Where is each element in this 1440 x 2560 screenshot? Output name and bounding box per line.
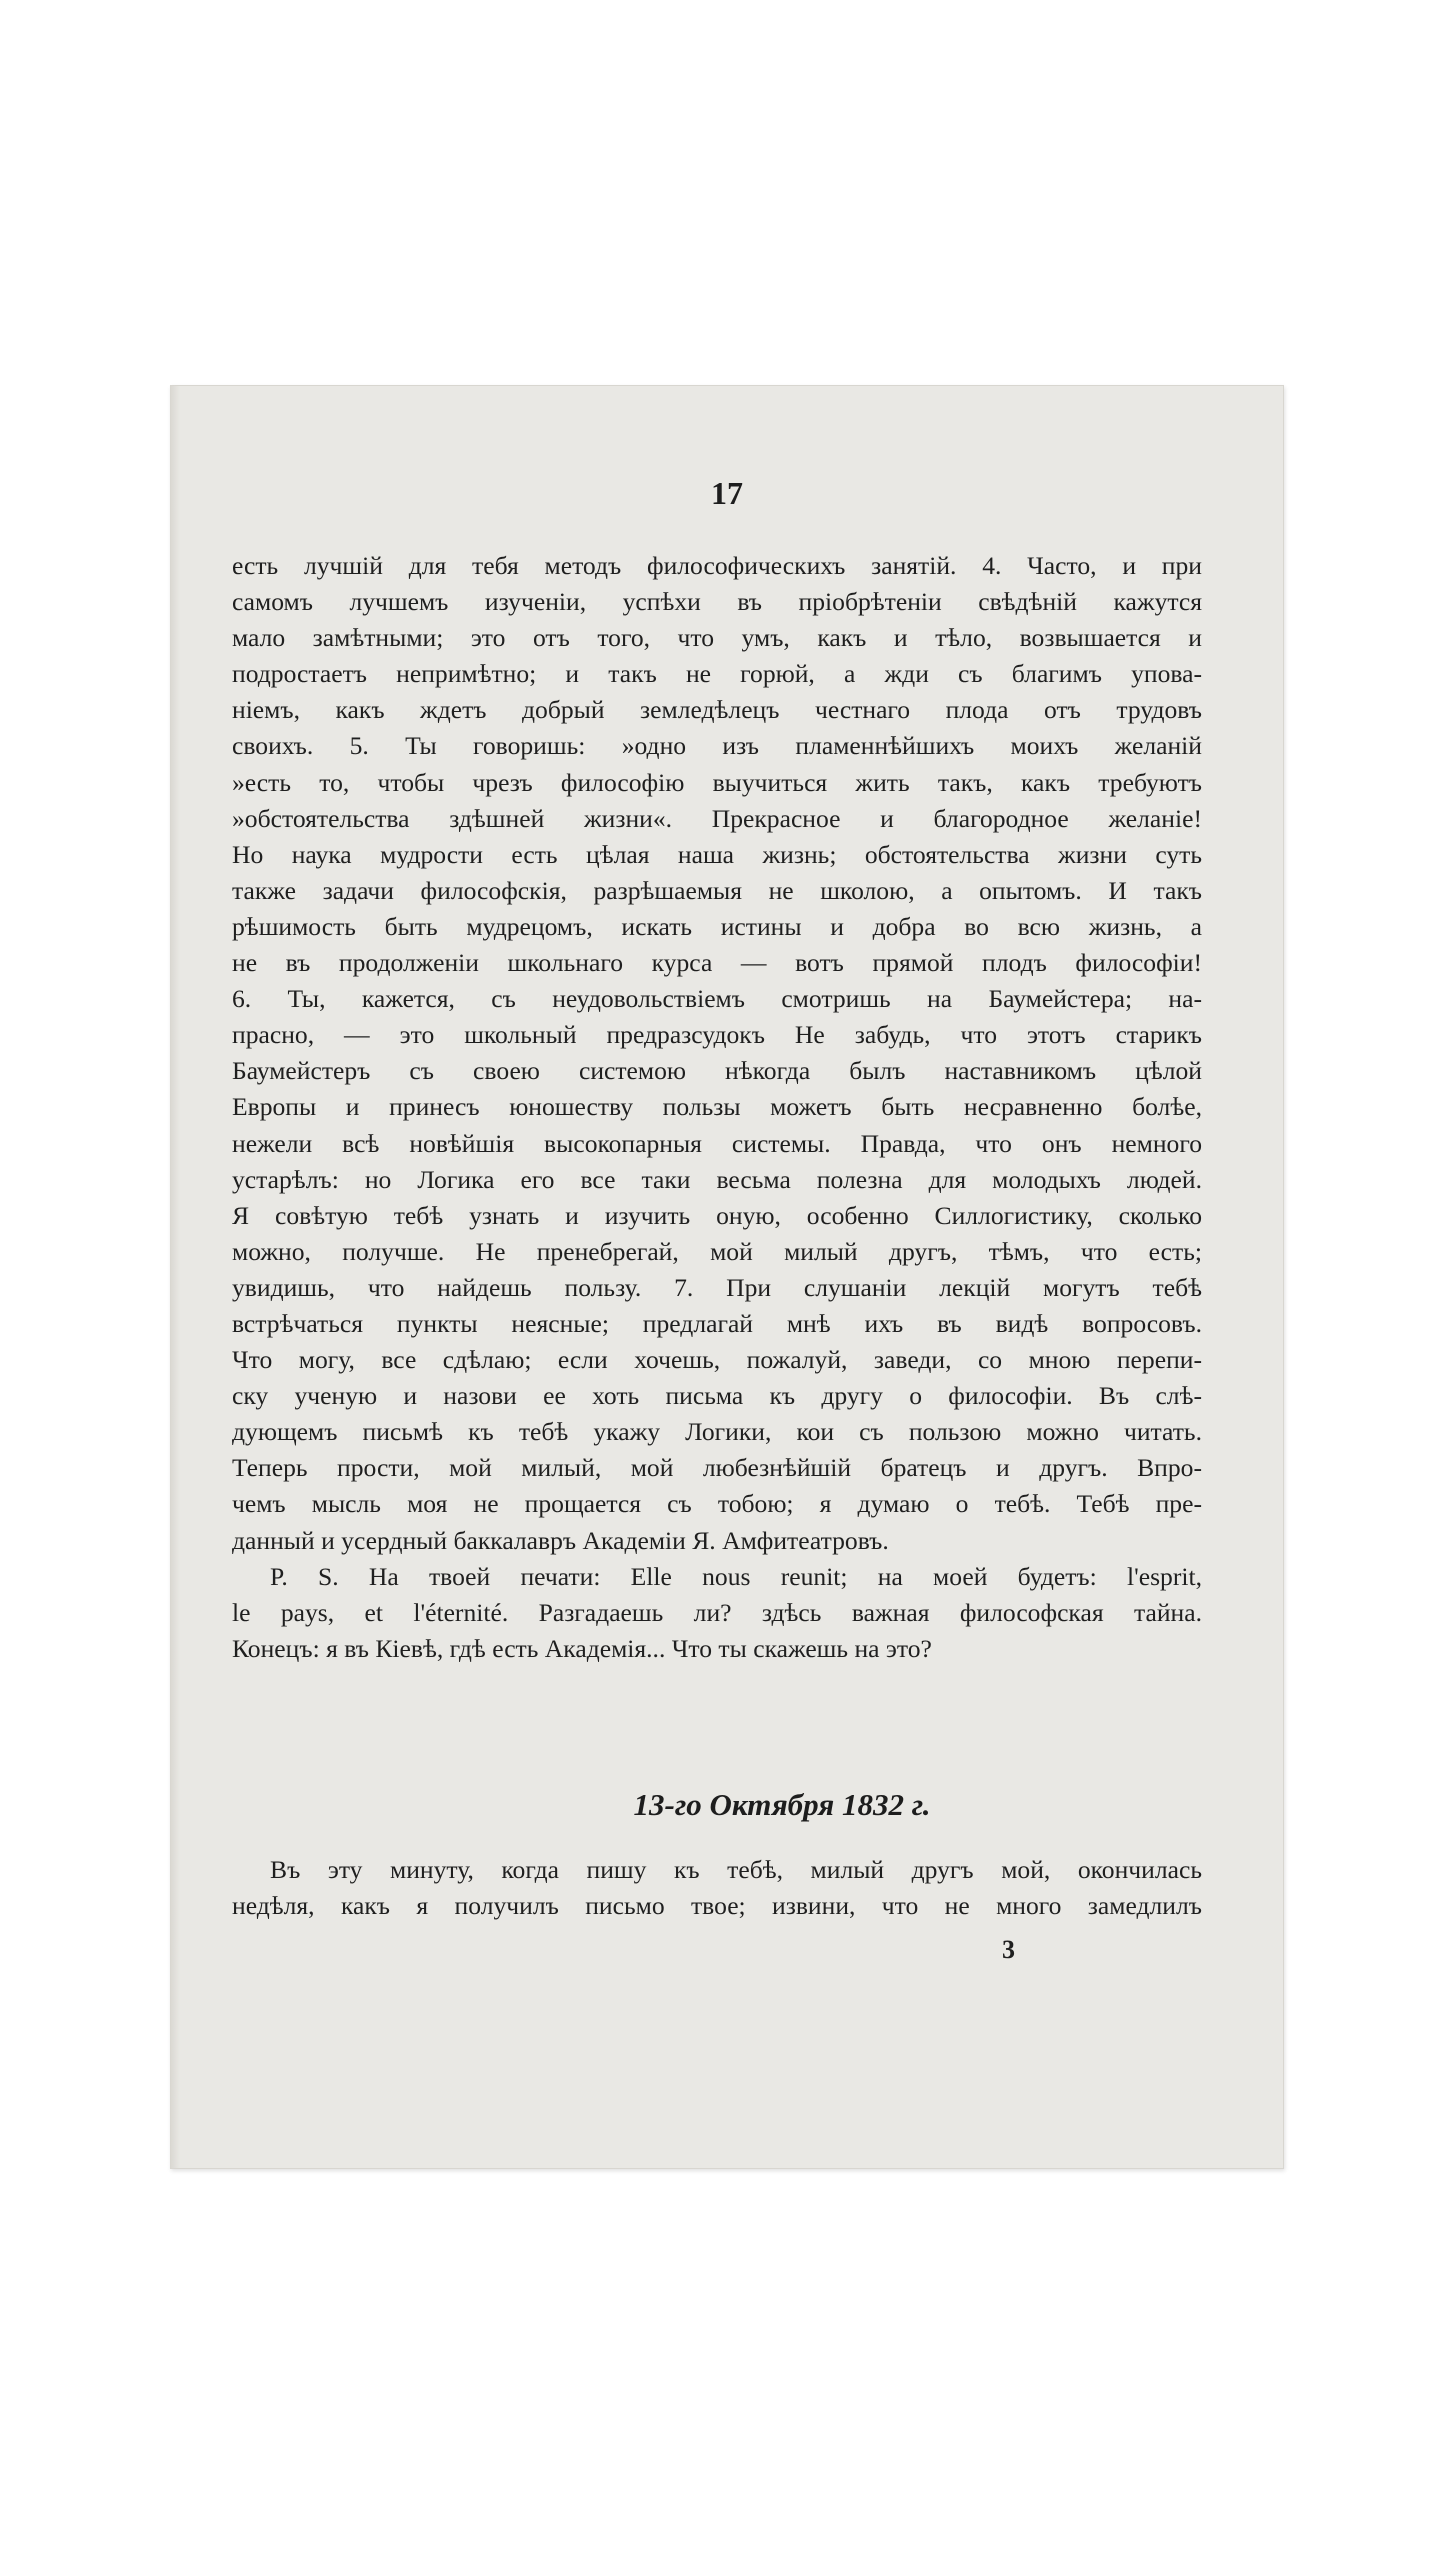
text-line: рѣшимость быть мудрецомъ, искать истины и добра во всю жизнь, а — [232, 911, 1202, 941]
text-line: нежели всѣ новѣйшія высокопарныя системы. Правда, что онъ немного — [232, 1128, 1202, 1158]
text-line: Въ эту минуту, когда пишу къ тебѣ, милый другъ мой, окончилась — [270, 1855, 1202, 1884]
text-line: встрѣчаться пункты неясные; предлагай мнѣ ихъ въ видѣ вопросовъ. — [232, 1308, 1202, 1338]
text-line: ску ученую и назови ее хоть письма къ другу о философіи. Въ слѣ- — [232, 1381, 1202, 1411]
text-line: Европы и принесъ юношеству пользы можетъ быть несравненно болѣе, — [232, 1092, 1202, 1122]
signature-mark: 3 — [1002, 1935, 1015, 1964]
text-line: Но наука мудрости есть цѣлая наша жизнь; обстоятельства жизни суть — [232, 839, 1202, 869]
text-line: подростаетъ непримѣтно; и такъ не горюй, а жди съ благимъ упова- — [232, 659, 1202, 689]
text-line: ніемъ, какъ ждетъ добрый земледѣлецъ честнаго плода отъ трудовъ — [232, 695, 1202, 725]
text-line: не въ продолженіи школьнаго курса — вотъ прямой плодъ философіи! — [232, 948, 1202, 978]
text-line: чемъ мысль моя не прощается съ тобою; я думаю о тебѣ. Тебѣ пре- — [232, 1489, 1202, 1519]
text-line: мало замѣтными; это отъ того, что умъ, какъ и тѣло, возвышается и — [232, 623, 1202, 653]
date-heading: 13-го Октября 1832 г. — [633, 1787, 931, 1822]
next-letter-body — [232, 1852, 1202, 1924]
text-line: »обстоятельства здѣшней жизни«. Прекрасное и благородное желаніе! — [232, 803, 1202, 833]
text-line: недѣля, какъ я получилъ письмо твое; извини, что не много замедлилъ — [232, 1891, 1202, 1921]
text-line: 6. Ты, кажется, съ неудовольствіемъ смотришь на Баумейстера; на- — [232, 984, 1202, 1014]
text-line: есть лучшій для тебя методъ философическихъ занятій. 4. Часто, и при — [232, 551, 1202, 580]
postscript-line: le pays, et l'éternité. Разгадаешь ли? здѣсь важная философская тайна. — [232, 1597, 1202, 1627]
text-line: Баумейстеръ съ своею системою нѣкогда былъ наставникомъ цѣлой — [232, 1056, 1202, 1086]
text-line: Я совѣтую тебѣ узнать и изучить оную, особенно Силлогистику, сколько — [232, 1200, 1202, 1230]
text-line: увидишь, что найдешь пользу. 7. При слушаніи лекцій могутъ тебѣ — [232, 1272, 1202, 1302]
text-line: Теперь прости, мой милый, мой любезнѣйшій братецъ и другъ. Впро- — [232, 1453, 1202, 1483]
postscript-line: Конецъ: я въ Кіевѣ, гдѣ есть Академія... Что ты скажешь на это? — [232, 1633, 932, 1663]
text-line: своихъ. 5. Ты говоришь: »одно изъ пламеннѣйшихъ моихъ желаній — [232, 731, 1202, 761]
text-line: прасно, — это школьный предразсудокъ Не забудь, что этотъ старикъ — [232, 1020, 1202, 1050]
text-line: устарѣлъ: но Логика его все таки весьма полезна для молодыхъ людей. — [232, 1164, 1202, 1194]
text-line: можно, получше. Не пренебрегай, мой милый другъ, тѣмъ, что есть; — [232, 1236, 1202, 1266]
text-line: Что могу, все сдѣлаю; если хочешь, пожалуй, заведи, со мною перепи- — [232, 1345, 1202, 1375]
text-line: самомъ лучшемъ изученіи, успѣхи въ пріобрѣтеніи свѣдѣній кажутся — [232, 587, 1202, 617]
text-line: данный и усердный баккалавръ Академіи Я. Амфитеатровъ. — [232, 1525, 889, 1555]
text-line: »есть то, чтобы чрезъ философію выучиться жить такъ, какъ требуютъ — [232, 767, 1202, 797]
postscript-line: P. S. На твоей печати: Elle nous reunit; на моей будетъ: l'esprit, — [270, 1561, 1202, 1591]
text-line: также задачи философскія, разрѣшаемыя не школою, а опытомъ. И такъ — [232, 875, 1202, 905]
page-number: 17 — [711, 475, 743, 511]
letter-body — [232, 548, 1202, 1667]
text-line: дующемъ письмѣ къ тебѣ укажу Логики, кои съ пользою можно читать. — [232, 1417, 1202, 1447]
book-page — [170, 385, 1284, 2169]
